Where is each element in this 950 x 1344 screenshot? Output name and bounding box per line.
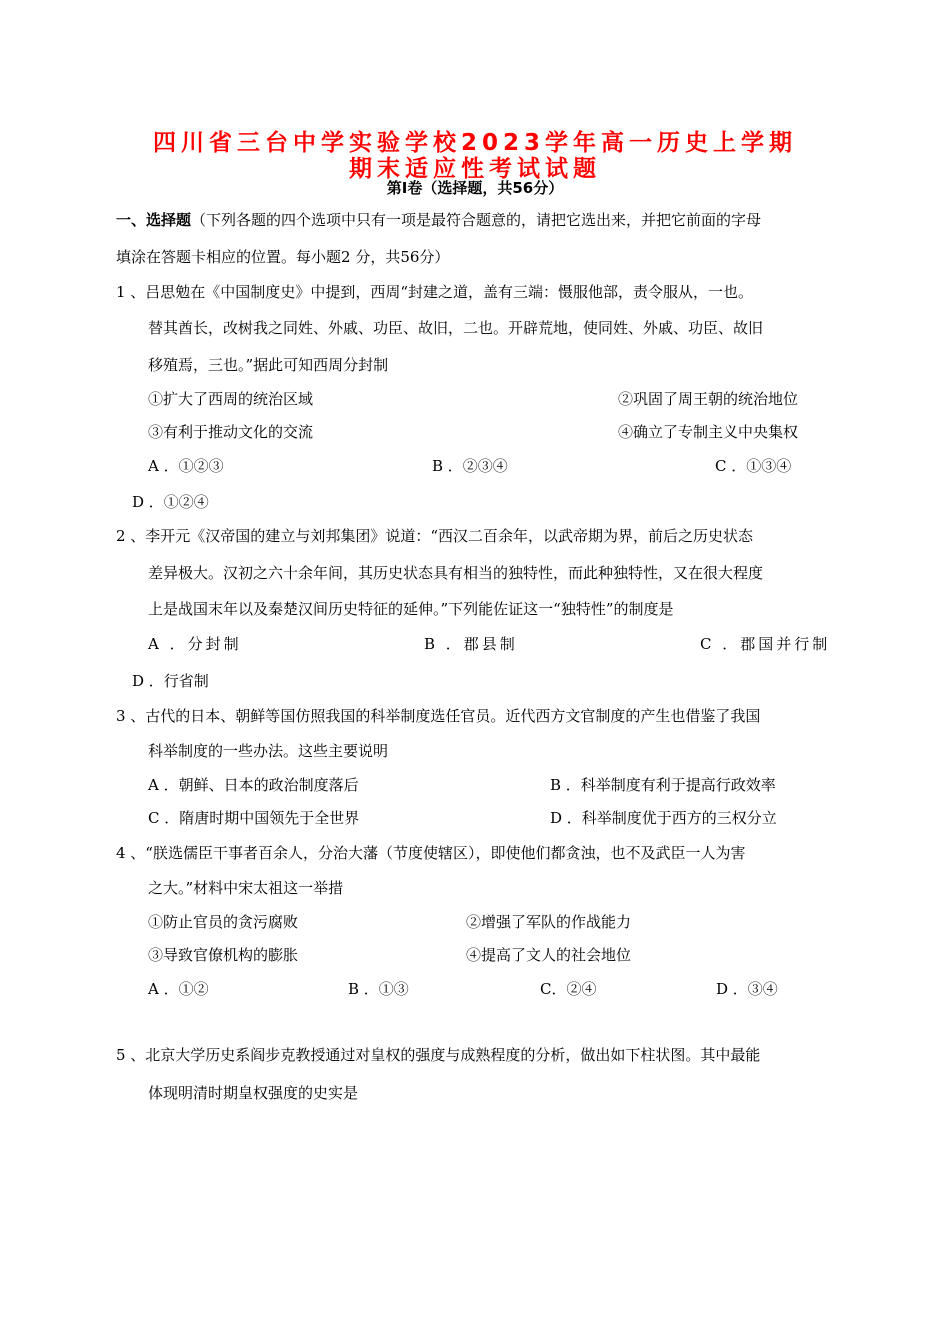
question-1-item-4: ④确立了专制主义中央集权 [618, 423, 799, 441]
question-4-option-c: C．②④ [540, 980, 597, 998]
question-1-line-3: 移殖焉，三也。”据此可知西周分封制 [148, 356, 389, 374]
question-4-option-d: D ．③④ [716, 980, 778, 998]
question-1-option-c: C ．①③④ [715, 457, 792, 475]
section-instruction [116, 210, 761, 230]
question-4-item-1: ①防止官员的贪污腐败 [148, 913, 299, 931]
question-4-option-b: B ．①③ [348, 980, 409, 998]
question-4-line-1: 4 、“朕选儒臣干事者百余人，分治大藩（节度使辖区），即使他们都贪浊，也不及武臣一人为害 [116, 844, 746, 862]
question-3-option-c: C ．隋唐时期中国领先于全世界 [148, 809, 360, 827]
question-1-item-3: ③有利于推动文化的交流 [148, 423, 314, 441]
question-2-line-2: 差异极大。汉初之六十余年间，其历史状态具有相当的独特性，而此种独特性，又在很大程度 [148, 564, 764, 582]
question-1-option-d: D ．①②④ [132, 493, 209, 511]
question-2-option-a: A ．分封制 [148, 635, 242, 653]
section-heading: 一、选择题 [116, 211, 192, 229]
instruction-text-2: 填涂在答题卡相应的位置。每小题2 分，共56分） [116, 248, 450, 266]
question-2-line-3: 上是战国末年以及秦楚汉间历史特征的延伸。”下列能佐证这一“独特性”的制度是 [148, 600, 674, 618]
question-5-line-2: 体现明清时期皇权强度的史实是 [148, 1084, 359, 1102]
instruction-text-1: （下列各题的四个选项中只有一项是最符合题意的，请把它选出来，并把它前面的字母 [191, 211, 762, 229]
question-4-item-4: ④提高了文人的社会地位 [466, 946, 632, 964]
question-3-line-1: 3 、古代的日本、朝鲜等国仿照我国的科举制度选任官员。近代西方文官制度的产生也借鉴了我国 [116, 707, 761, 725]
question-4-item-2: ②增强了军队的作战能力 [466, 913, 632, 931]
question-3-line-2: 科举制度的一些办法。这些主要说明 [148, 742, 389, 760]
question-3-option-b: B ．科举制度有利于提高行政效率 [550, 776, 776, 794]
question-3-option-a: A ．朝鲜、日本的政治制度落后 [148, 776, 359, 794]
question-1-line-2: 替其酋长，改树我之同姓、外戚、功臣、故旧，二也。开辟荒地，使同姓、外戚、功臣、故旧 [148, 319, 764, 337]
section-subtitle: 第Ⅰ卷（选择题，共56分） [386, 179, 564, 197]
question-1-item-1: ①扩大了西周的统治区域 [148, 390, 314, 408]
question-1-option-b: B ．②③④ [432, 457, 508, 475]
question-1-option-a: A ．①②③ [148, 457, 224, 475]
question-2-option-d: D ．行省制 [132, 672, 209, 690]
question-2-line-1: 2 、李开元《汉帝国的建立与刘邦集团》说道：“西汉二百余年，以武帝期为界，前后之历史状态 [116, 527, 753, 545]
question-4-line-2: 之大。”材料中宋太祖这一举措 [148, 879, 344, 897]
question-1-item-2: ②巩固了周王朝的统治地位 [618, 390, 799, 408]
question-3-option-d: D ．科举制度优于西方的三权分立 [550, 809, 777, 827]
question-5-line-1: 5 、北京大学历史系阎步克教授通过对皇权的强度与成熟程度的分析，做出如下柱状图。其中最能 [116, 1046, 761, 1064]
question-4-option-a: A ．①② [148, 980, 209, 998]
question-1-line-1: 1 、吕思勉在《中国制度史》中提到，西周“封建之道，盖有三端：慑服他部，责令服从，一也。 [116, 283, 753, 301]
question-2-option-c: C ．郡国并行制 [700, 635, 831, 653]
question-4-item-3: ③导致官僚机构的膨胀 [148, 946, 299, 964]
document-title-line-2: 期末适应性考试试题 [349, 156, 601, 182]
document-title-line-1: 四川省三台中学实验学校2023学年高一历史上学期 [152, 130, 797, 156]
question-2-option-b: B ．郡县制 [424, 635, 518, 653]
